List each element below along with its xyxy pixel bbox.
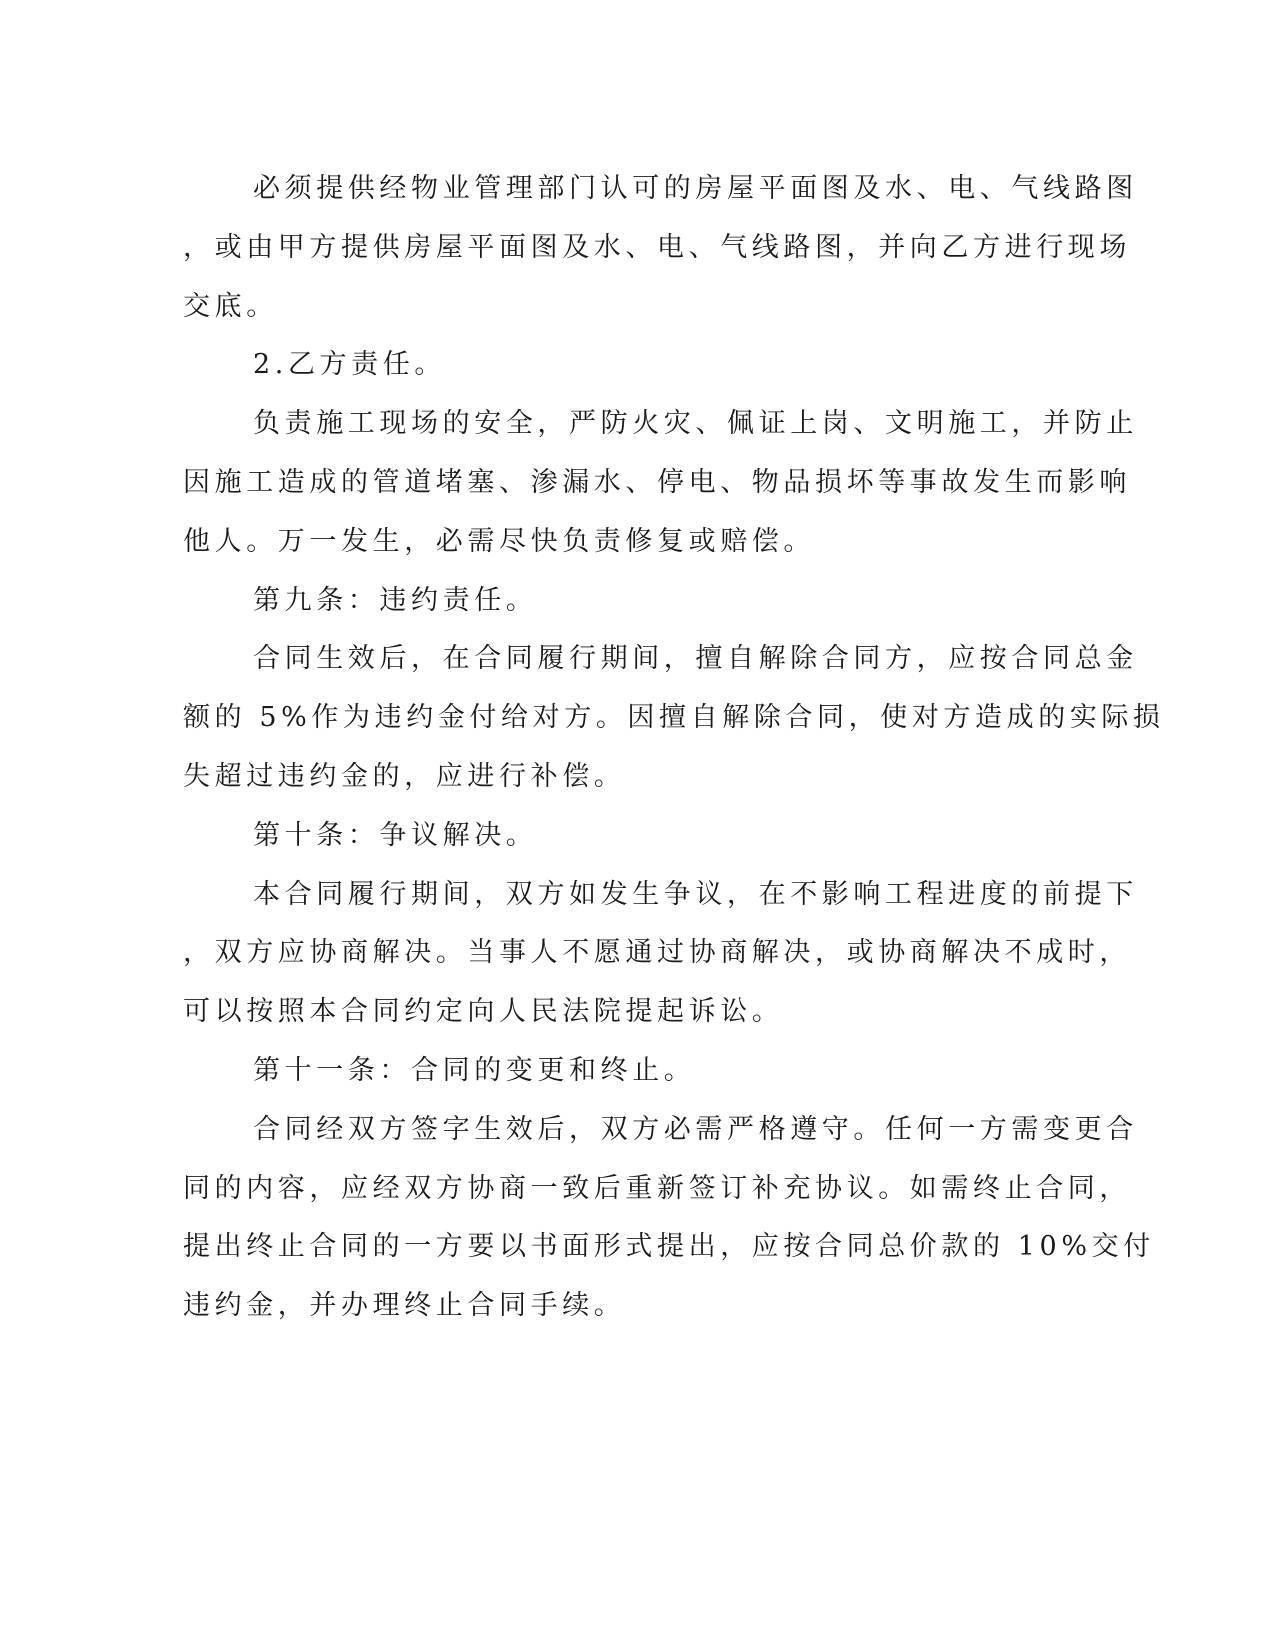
text-line: 同的内容，应经双方协商一致后重新签订补充协议。如需终止合同，	[183, 1172, 1131, 1204]
text-line: 额的 5%作为违约金付给对方。因擅自解除合同，使对方造成的实际损	[183, 702, 1165, 734]
text-line: 负责施工现场的安全，严防火灾、佩证上岗、文明施工，并防止	[253, 408, 1138, 440]
text-line: 提出终止合同的一方要以书面形式提出，应按合同总价款的 10%交付	[183, 1231, 1155, 1263]
text-line: 失超过违约金的，应进行补偿。	[183, 760, 626, 792]
text-line: 第十条：争议解决。	[253, 819, 538, 851]
text-line: 必须提供经物业管理部门认可的房屋平面图及水、电、气线路图	[253, 173, 1138, 204]
text-line: 合同经双方签字生效后，双方必需严格遵守。任何一方需变更合	[253, 1113, 1138, 1145]
text-line: 他人。万一发生，必需尽快负责修复或赔偿。	[183, 525, 815, 557]
text-line: 可以按照本合同约定向人民法院提起诉讼。	[183, 996, 784, 1028]
text-line: 交底。	[183, 290, 278, 322]
text-line: 因施工造成的管道堵塞、渗漏水、停电、物品损坏等事故发生而影响	[183, 466, 1131, 498]
text-line: 第十一条：合同的变更和终止。	[253, 1054, 696, 1086]
text-line: 第九条：违约责任。	[253, 584, 538, 616]
text-line: 2.乙方责任。	[253, 349, 446, 381]
text-line: 本合同履行期间，双方如发生争议，在不影响工程进度的前提下	[253, 878, 1138, 910]
document-body	[183, 160, 1165, 1336]
text-line: 违约金，并办理终止合同手续。	[183, 1290, 626, 1322]
text-line: 合同生效后，在合同履行期间，擅自解除合同方，应按合同总金	[253, 643, 1138, 675]
text-line: ，双方应协商解决。当事人不愿通过协商解决，或协商解决不成时，	[183, 937, 1131, 969]
text-line: ，或由甲方提供房屋平面图及水、电、气线路图，并向乙方进行现场	[183, 231, 1131, 263]
